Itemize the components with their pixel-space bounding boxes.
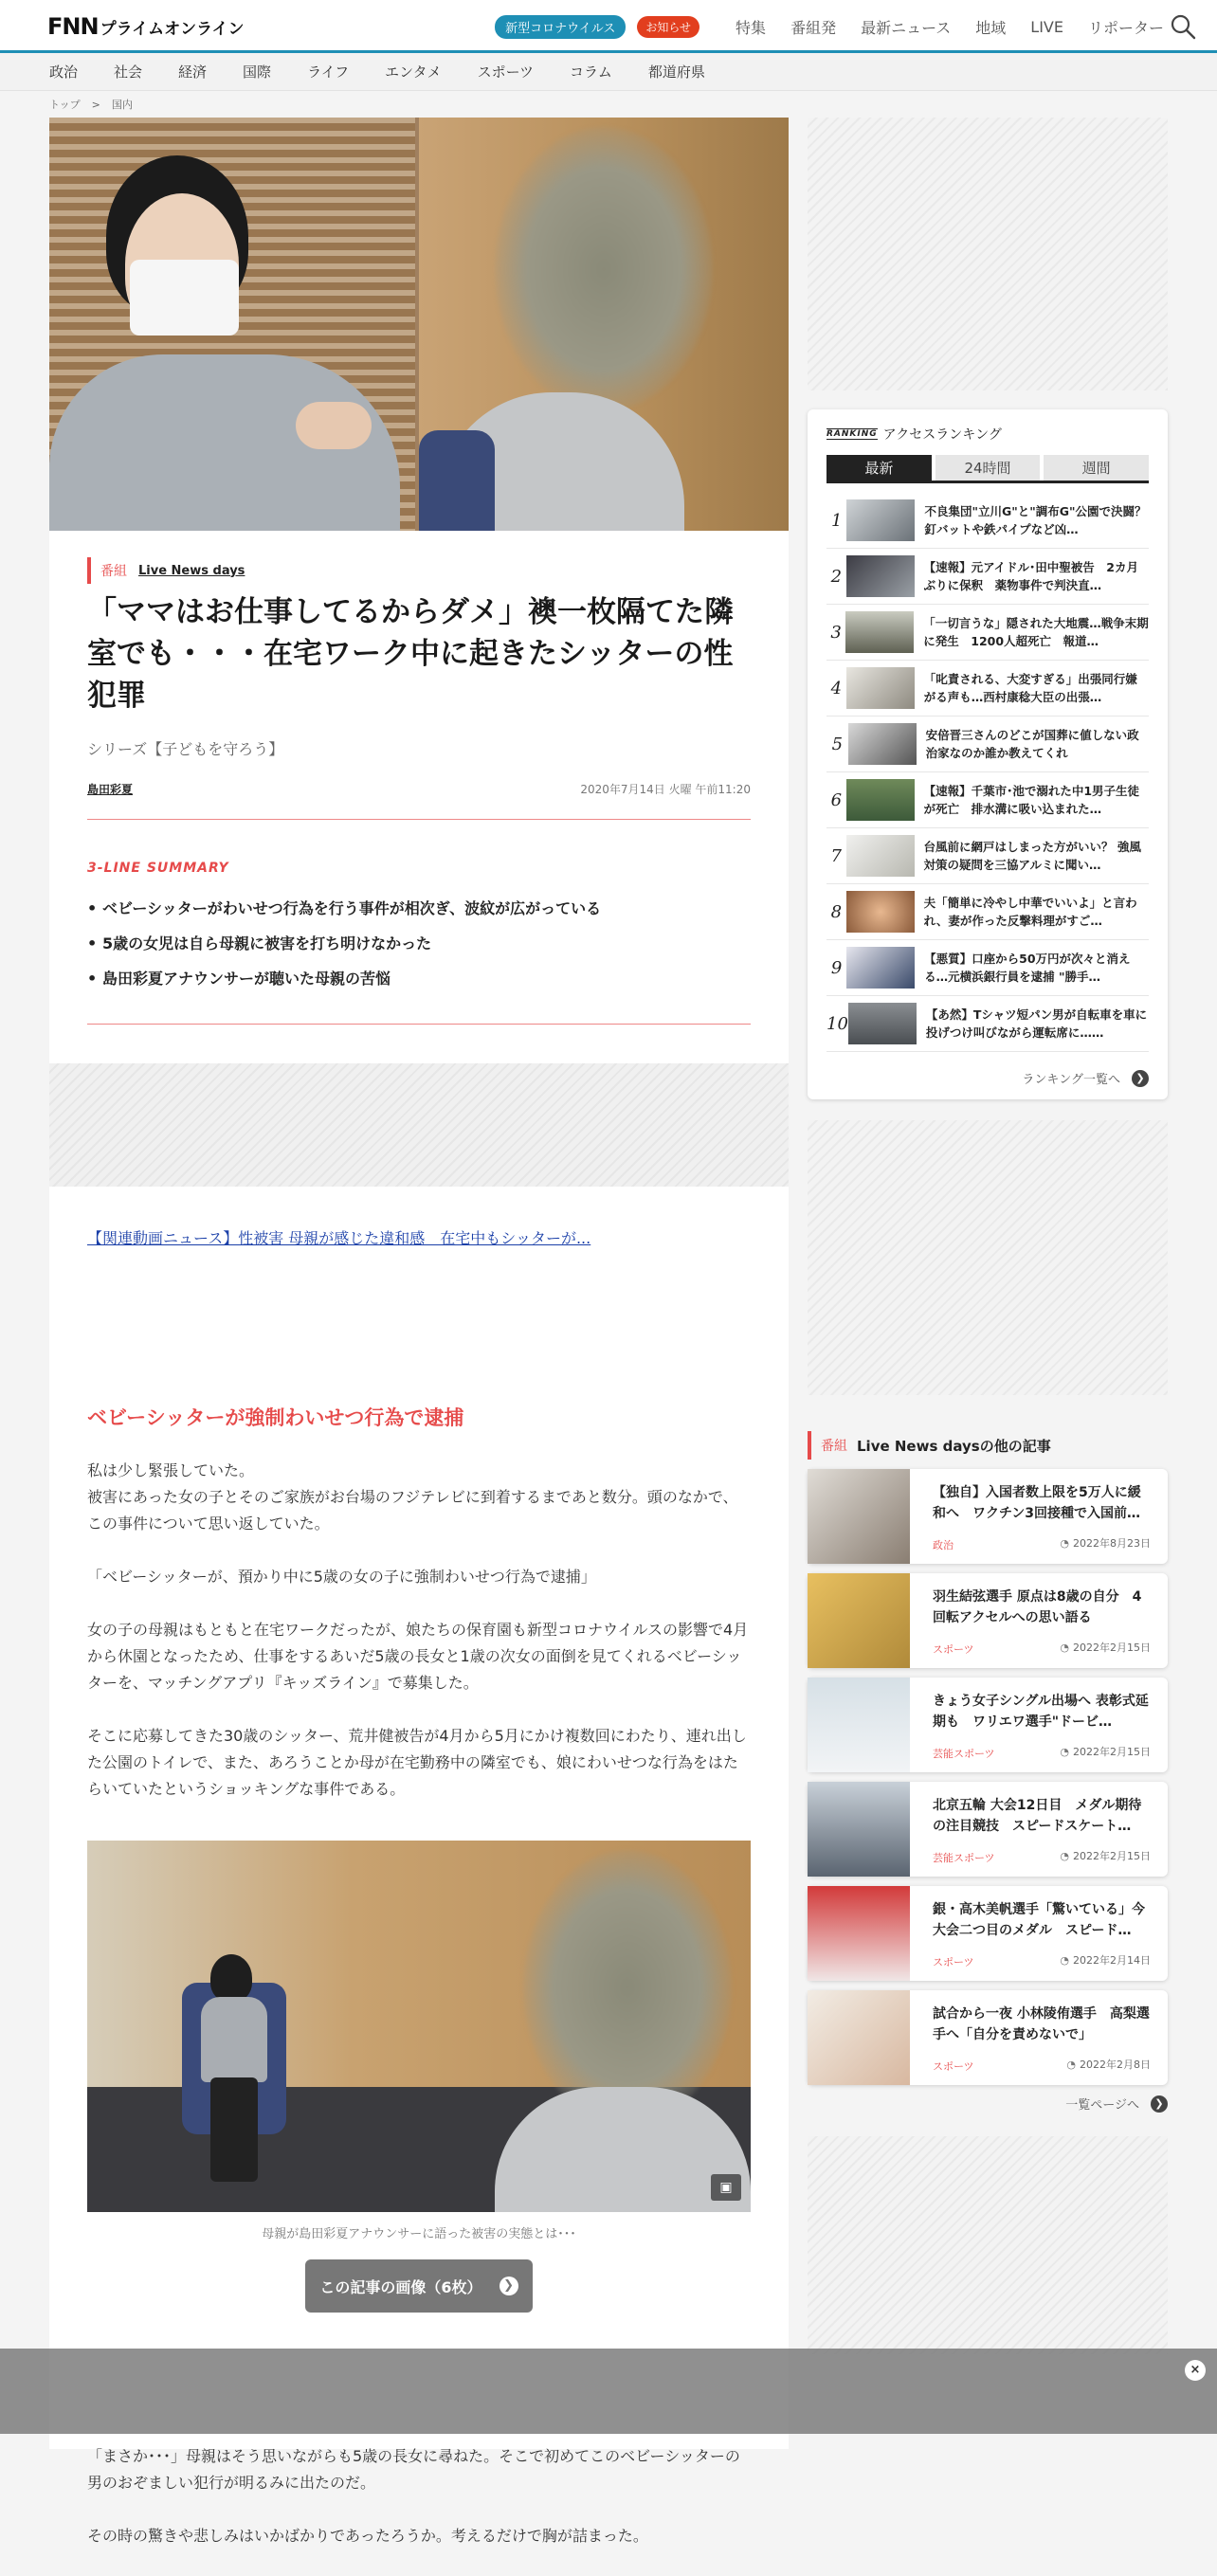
card-date: ◔ 2022年2月8日 (1066, 2057, 1151, 2072)
card-date: ◔ 2022年2月15日 (1060, 1640, 1151, 1655)
breadcrumb-current[interactable]: 国内 (111, 99, 133, 111)
article-title: 「ママはお仕事してるからダメ」襖一枚隔てた隣室でも・・・在宅ワーク中に起きたシッターの性犯罪 (87, 595, 734, 713)
rank-number: 10 (826, 1013, 848, 1034)
blurred-face (495, 127, 713, 411)
search-icon[interactable] (1170, 13, 1196, 40)
breadcrumb-separator: > (91, 98, 100, 111)
mask-shape (130, 260, 239, 336)
top-nav (495, 0, 1164, 53)
ad-placeholder (808, 1120, 1168, 1395)
close-icon[interactable]: × (1185, 2360, 1206, 2381)
ranking-item[interactable] (826, 828, 1149, 884)
rank-thumbnail (846, 555, 915, 597)
ranking-badge: RANKING (826, 429, 878, 439)
rank-thumbnail (846, 667, 915, 709)
list-page-label: 一覧ページへ (1065, 2098, 1139, 2113)
card-category: 芸能スポーツ (933, 1852, 995, 1864)
rank-title: 【悪質】口座から50万円が次々と消える…元横浜銀行員を逮捕 "勝手… (924, 952, 1131, 984)
body-paragraph: 女の子の母親はもともと在宅ワークだったが、娘たちの保育園も新型コロナウイルスの影響で4月から休園となったため、仕事をするあいだ5歳の長女と1歳の次女の面倒を見てくれるベビーシッターを、マッチングアプリ『キッズライン』で募集した。 (87, 1621, 749, 1692)
rank-number: 8 (830, 901, 843, 922)
covid-link[interactable]: 新型コロナウイルス (495, 15, 626, 39)
hero-photo-announcer (49, 118, 415, 531)
rank-title: 【速報】元アイドル･田中聖被告 2カ月ぶりに保釈 薬物事件で判決直… (923, 560, 1138, 592)
program-article-card[interactable] (808, 1678, 1168, 1772)
logo-main: FNN (47, 13, 99, 40)
article-body-continued (87, 2443, 751, 2576)
category-politics[interactable]: 政治 (49, 63, 79, 81)
program-tag: 番組 (100, 564, 127, 579)
ranking-more-label: ランキング一覧へ (1022, 1073, 1120, 1087)
rank-number: 5 (831, 734, 844, 754)
ranking-item[interactable] (826, 884, 1149, 940)
article-photo[interactable] (87, 1841, 751, 2212)
nav-latest[interactable]: 最新ニュース (861, 18, 952, 37)
announcer-head (210, 1954, 252, 2002)
program-article-card[interactable] (808, 1469, 1168, 1564)
card-category: スポーツ (933, 2060, 974, 2073)
rank-number: 7 (830, 845, 842, 866)
gallery-button[interactable] (305, 2259, 533, 2313)
program-tag: 番組 (821, 1439, 847, 1454)
article-thumbnail (808, 1886, 910, 1981)
article-thumbnail (808, 1573, 910, 1668)
nav-features[interactable]: 特集 (736, 18, 767, 37)
article-thumbnail (808, 1990, 910, 2085)
list-page-link[interactable] (1065, 2095, 1168, 2113)
card-date: ◔ 2022年2月15日 (1060, 1848, 1151, 1863)
rank-title: 「一切言うな」隠された大地震…戦争末期に発生 1200人超死亡 報道… (923, 616, 1149, 648)
nav-programs[interactable]: 番組発 (790, 18, 837, 37)
rank-title: 安倍晋三さんのどこが国葬に値しない政治家なのか誰か教えてくれ (925, 728, 1139, 760)
card-title: 北京五輪 大会12日目 メダル期待の注目競技 スピードスケート… (933, 1798, 1142, 1834)
article-series: シリーズ【子どもを守ろう】 (87, 740, 284, 758)
ranking-item[interactable] (826, 940, 1149, 996)
program-name-link[interactable]: Live News days (138, 563, 245, 578)
card-title: 試合から一夜 小林陵侑選手 高梨選手へ「自分を責めないで」 (933, 2006, 1150, 2042)
rank-thumbnail (848, 723, 917, 765)
chevron-right-icon: ❯ (1132, 1070, 1149, 1087)
article-thumbnail (808, 1678, 910, 1772)
article-body (87, 1458, 751, 1829)
rank-thumbnail (846, 947, 915, 989)
nav-live[interactable]: LIVE (1030, 17, 1063, 36)
access-ranking (808, 409, 1168, 1099)
rank-thumbnail (845, 611, 914, 653)
ad-placeholder (808, 2136, 1168, 2354)
category-column[interactable]: コラム (569, 63, 612, 81)
card-category: 政治 (933, 1539, 954, 1551)
body-paragraph: 私は少し緊張していた。 被害にあった女の子とそのご家族がお台場のフジテレビに到着するまであと数分。頭のなかで、この事件について思い返していた。 (87, 1461, 738, 1533)
article-column (49, 118, 789, 2545)
rank-title: 【あ然】Tシャツ短パン男が自転車を車に投げつけ叫びながら運転席に…… (925, 1007, 1148, 1040)
article-thumbnail (808, 1469, 910, 1564)
nav-regions[interactable]: 地域 (975, 18, 1007, 37)
ranking-more-link[interactable] (1022, 1069, 1149, 1087)
tab-weekly[interactable]: 週間 (1044, 455, 1149, 481)
category-prefectures[interactable]: 都道府県 (647, 63, 705, 81)
body-paragraph: 「まさか･･･」母親はそう思いながらも5歳の長女に尋ねた。そこで初めてこのベビーシッターの男のおぞましい犯行が明るみに出たのだ。 (87, 2447, 740, 2492)
ranking-item[interactable] (826, 717, 1149, 772)
rank-number: 6 (830, 789, 843, 810)
blurred-face (523, 1850, 732, 2125)
program-articles-header (808, 1431, 1168, 1460)
notice-link[interactable]: お知らせ (637, 16, 699, 38)
summary-heading: 3-LINE SUMMARY (87, 861, 229, 876)
card-title: 【独自】入国者数上限を5万人に緩和へ ワクチン3回接種で入国前… (933, 1485, 1141, 1521)
rank-number: 2 (830, 566, 843, 587)
related-video-link[interactable]: 【関連動画ニュース】性被害 母親が感じた違和感 在宅中もシッターが... (87, 1229, 591, 1247)
rank-thumbnail (846, 499, 915, 541)
category-society[interactable]: 社会 (114, 63, 143, 81)
ranking-item[interactable] (826, 493, 1149, 549)
tab-24h[interactable]: 24時間 (935, 455, 1041, 481)
summary-list (87, 891, 751, 996)
divider (87, 1024, 751, 1025)
category-economy[interactable]: 経済 (178, 63, 208, 81)
card-title: 銀・高木美帆選手「驚いている」今大会二つ目のメダル スピード… (933, 1902, 1145, 1938)
category-entertainment[interactable]: エンタメ (385, 63, 442, 81)
program-article-card[interactable] (808, 1782, 1168, 1877)
program-label (87, 557, 245, 584)
announcer-body (201, 1997, 267, 2082)
rank-number: 4 (830, 678, 843, 698)
ranking-title: アクセスランキング (882, 427, 1002, 443)
publish-date: 2020年7月14日 火曜 午前11:20 (580, 783, 751, 796)
ranking-item[interactable] (826, 772, 1149, 828)
ranking-item[interactable] (826, 996, 1149, 1052)
program-article-card[interactable] (808, 1886, 1168, 1981)
category-nav (0, 53, 1217, 91)
rank-number: 9 (830, 957, 843, 978)
card-title: きょう女子シングル出場へ 表彰式延期も ワリエワ選手"ドービ… (933, 1694, 1149, 1730)
rank-thumbnail (846, 779, 915, 821)
body-paragraph: その時の驚きや悲しみはいかばかりであったろうか。考えるだけで胸が詰まった。 (87, 2527, 648, 2545)
rank-thumbnail (846, 891, 915, 933)
divider (87, 819, 751, 820)
hero-photo-mother (419, 118, 789, 531)
site-header (0, 0, 1217, 53)
card-date: ◔ 2022年2月14日 (1060, 1952, 1151, 1968)
card-category: スポーツ (933, 1643, 974, 1656)
body-paragraph: そこに応募してきた30歳のシッター、荒井健被告が4月から5月にかけ複数回にわたり、連れ出した公園のトイレで、また、あろうことか母が在宅勤務中の隣室でも、娘にわいせつな行為をはたらいていたというショッキングな事件である。 (87, 1727, 747, 1798)
rank-thumbnail (846, 835, 915, 877)
ranking-list (826, 493, 1149, 1052)
program-article-card[interactable] (808, 1573, 1168, 1668)
bottom-overlay (0, 2349, 1217, 2434)
body-paragraph: 「ベビーシッターが、預かり中に5歳の女の子に強制わいせつ行為で逮捕」 (87, 1568, 596, 1586)
section-heading: ベビーシッターが強制わいせつ行為で逮捕 (87, 1406, 464, 1429)
breadcrumb (49, 95, 133, 114)
hero-image (49, 118, 789, 531)
chevron-right-icon: ❯ (500, 2277, 518, 2295)
ranking-item[interactable] (826, 605, 1149, 661)
category-sports[interactable]: スポーツ (477, 63, 534, 81)
announcer-legs (210, 2077, 258, 2182)
rank-title: 「叱責される、大変すぎる」出張同行嫌がる声も…西村康稔大臣の出張… (923, 672, 1137, 704)
ranking-header (826, 425, 1002, 444)
card-date: ◔ 2022年8月23日 (1060, 1535, 1151, 1551)
card-category: スポーツ (933, 1956, 974, 1968)
ad-placeholder (808, 118, 1168, 390)
gallery-icon[interactable]: ▣ (711, 2174, 741, 2201)
announcer-hand (296, 402, 372, 449)
breadcrumb-home[interactable]: トップ (49, 99, 81, 111)
gallery-button-label: この記事の画像（6枚） (319, 2277, 482, 2296)
ad-placeholder (49, 1063, 789, 1187)
card-date: ◔ 2022年2月15日 (1060, 1744, 1151, 1759)
category-life[interactable]: ライフ (307, 63, 350, 81)
card-title: 羽生結弦選手 原点は8歳の自分 4回転アクセルへの思い語る (933, 1589, 1142, 1625)
rank-title: 夫「簡単に冷やし中華でいいよ」と言われ、妻が作った反撃料理がすご… (923, 896, 1137, 928)
rank-number: 3 (830, 622, 842, 643)
card-category: 芸能スポーツ (933, 1748, 995, 1760)
rank-title: 【速報】千葉市･池で溺れた中1男子生徒が死亡 排水溝に吸い込まれた… (923, 784, 1140, 816)
rank-title: 台風前に網戸はしまった方がいい？ 強風対策の疑問を三協アルミに聞い… (923, 840, 1141, 872)
site-logo[interactable] (47, 15, 245, 38)
summary-item: • 島田彩夏アナウンサーが聴いた母親の苦悩 (87, 961, 751, 996)
rank-title: 不良集団"立川G"と"調布G"公園で決闘？釘バットや鉄パイプなど凶… (924, 504, 1147, 536)
category-international[interactable]: 国際 (243, 63, 272, 81)
chair-shape (419, 430, 495, 531)
rank-thumbnail (848, 1003, 917, 1044)
chevron-right-icon: ❯ (1151, 2095, 1168, 2113)
program-article-card[interactable] (808, 1990, 1168, 2085)
nav-reporters[interactable]: リポーター (1087, 18, 1164, 37)
photo-caption: 母親が島田彩夏アナウンサーに語った被害の実態とは･･･ (262, 2227, 576, 2241)
logo-sub: プライムオンライン (100, 19, 245, 39)
rank-number: 1 (831, 510, 843, 531)
summary-item: • 5歳の女児は自ら母親に被害を打ち明けなかった (87, 926, 751, 961)
program-articles-title: Live News daysの他の記事 (857, 1437, 1051, 1455)
ranking-item[interactable] (826, 549, 1149, 605)
article-thumbnail (808, 1782, 910, 1877)
ranking-item[interactable] (826, 661, 1149, 717)
author-link[interactable]: 島田彩夏 (87, 783, 134, 796)
ranking-tabs (826, 455, 1149, 483)
tab-latest[interactable]: 最新 (826, 455, 932, 481)
summary-item: • ベビーシッターがわいせつ行為を行う事件が相次ぎ、波紋が広がっている (87, 891, 751, 926)
